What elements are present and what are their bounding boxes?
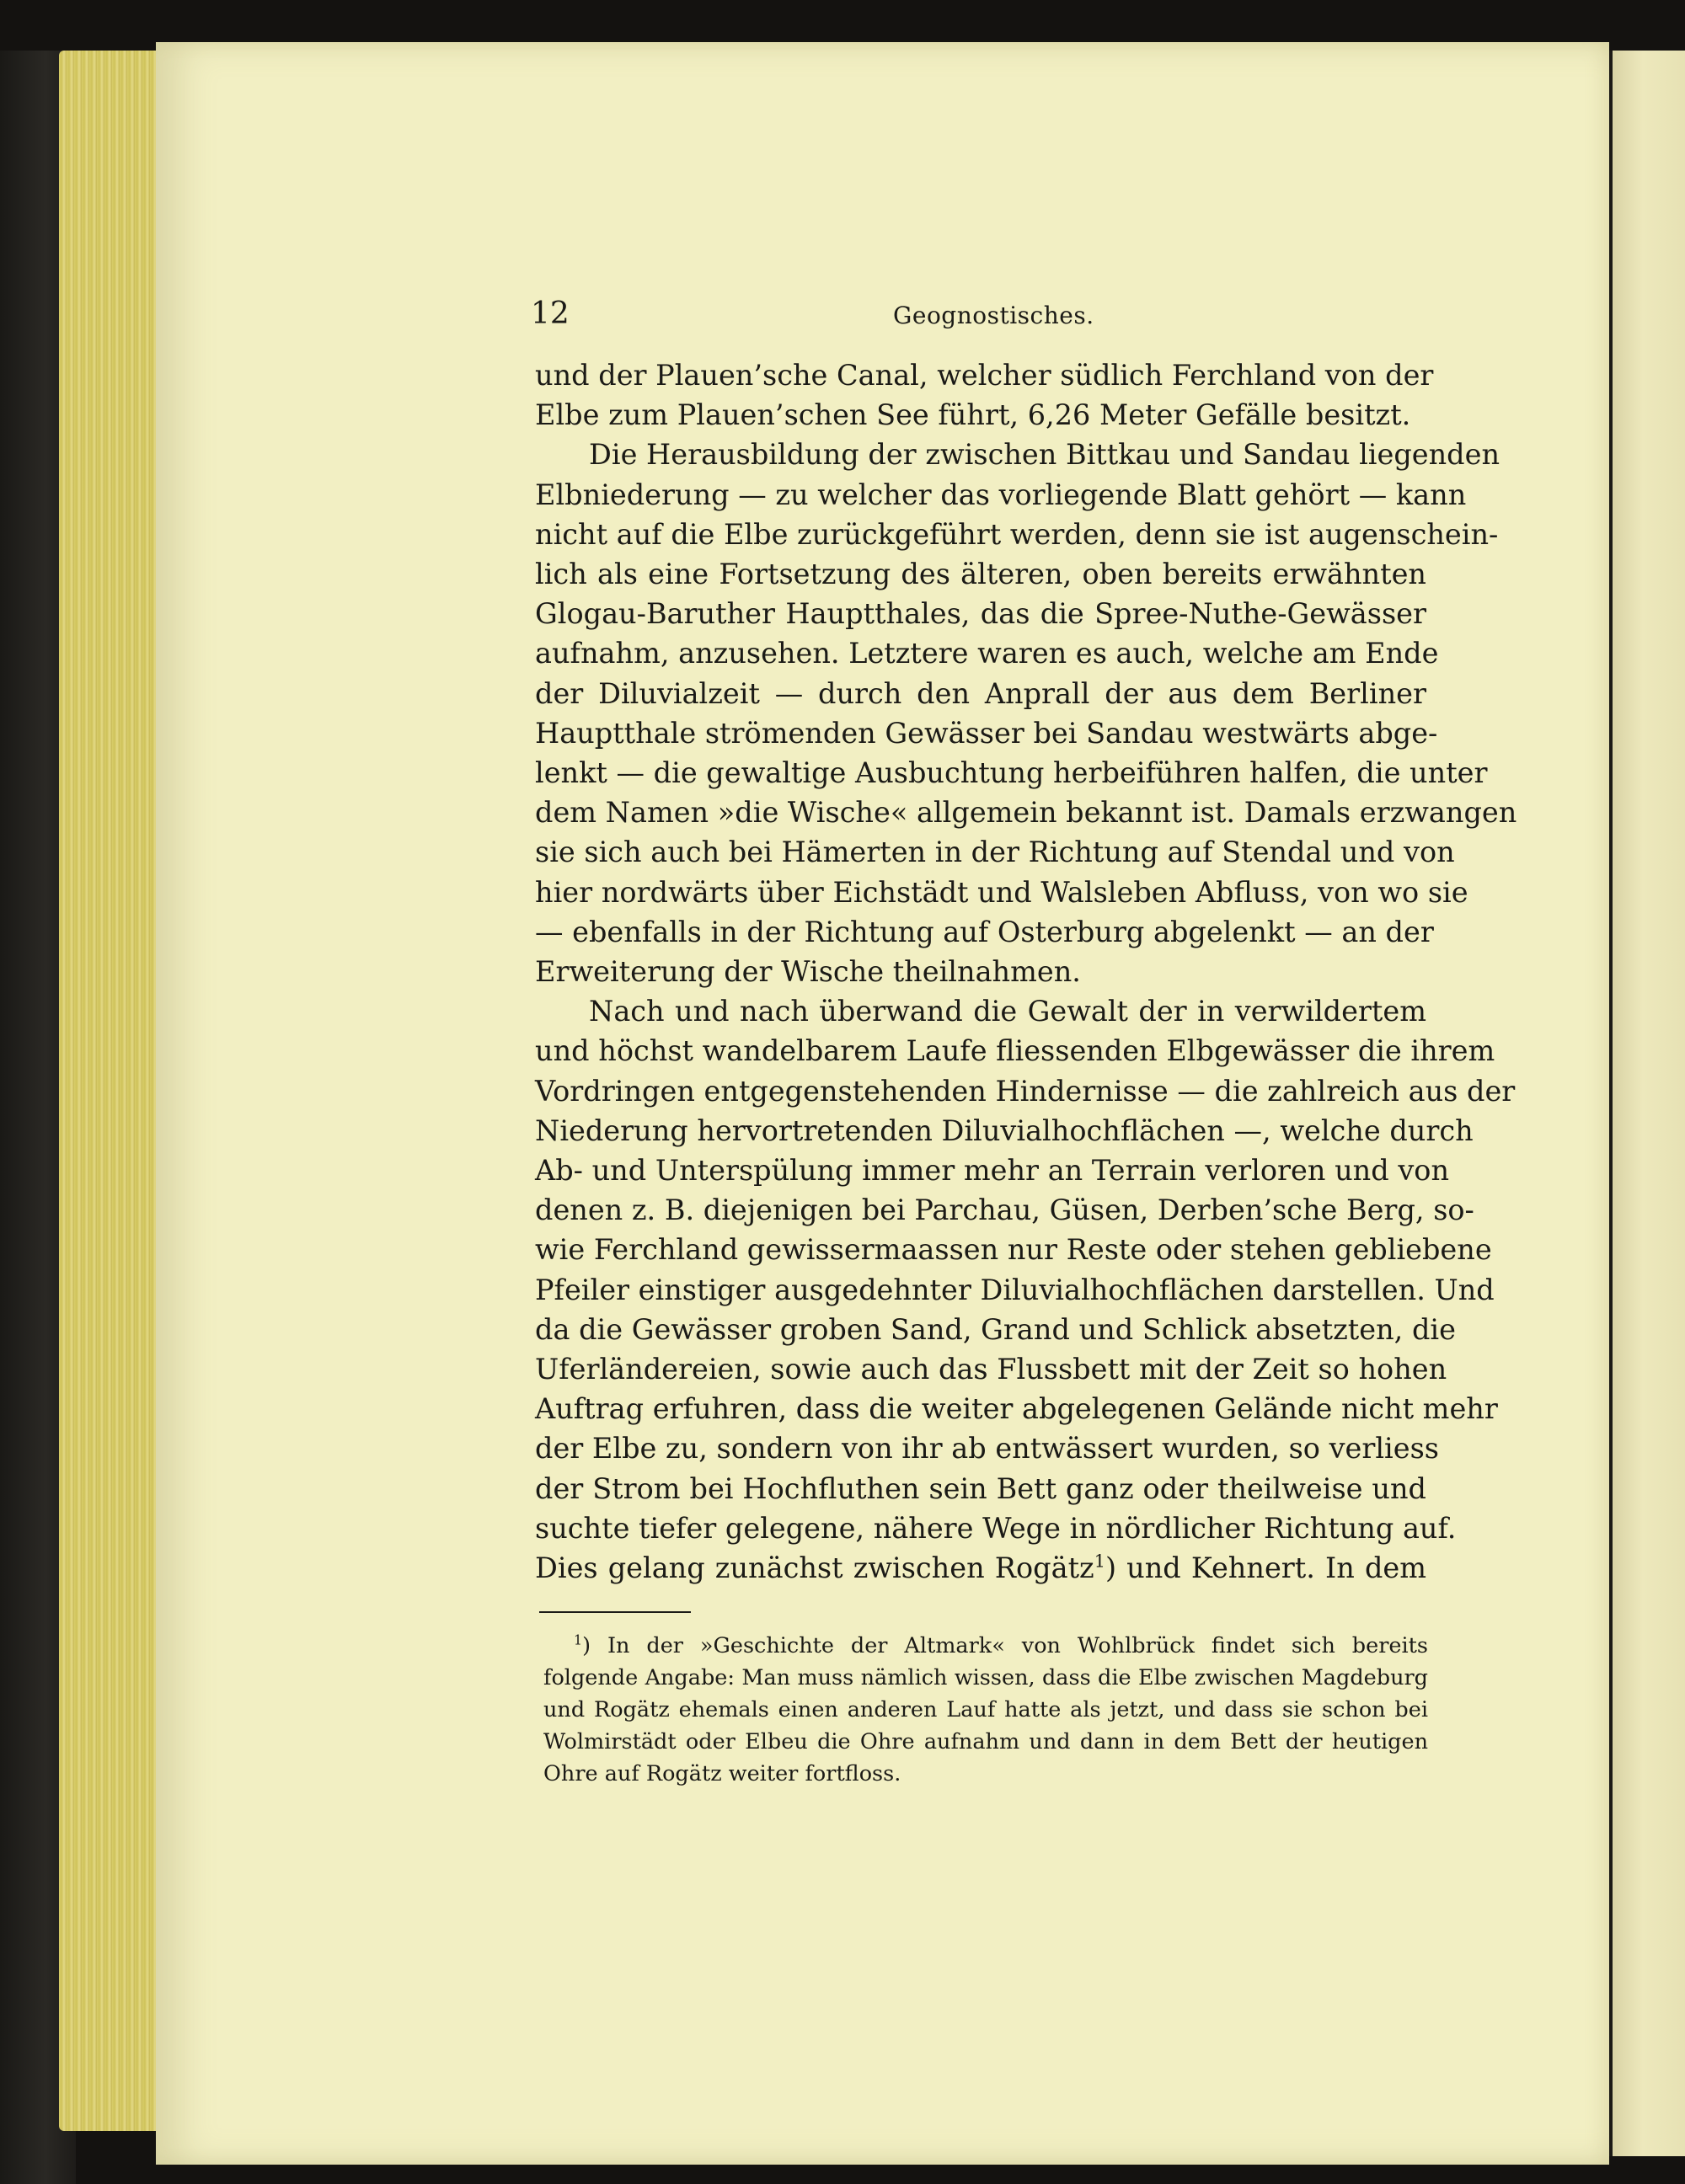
text-fragment: Dies gelang zunächst zwischen Rogätz xyxy=(535,1551,1094,1585)
page-number: 12 xyxy=(531,296,570,331)
text-line: Elbe zum Plauen’schen See führt, 6,26 Meter Gefälle besitzt. xyxy=(535,398,1411,432)
footnote-line: Wolmirstädt oder Elbeu die Ohre aufnahm und dann in dem Bett der heutigen xyxy=(543,1729,1428,1754)
text-line: Uferländereien, sowie auch das Flussbett mit der Zeit so hohen xyxy=(535,1353,1447,1386)
footnote-line: Ohre auf Rogätz weiter fortfloss. xyxy=(543,1761,901,1786)
text-line: Glogau-Baruther Hauptthales, das die Spree-Nuthe-Gewässer xyxy=(535,597,1426,631)
footnote-line xyxy=(543,1630,1428,1662)
header-title: Geognostisches. xyxy=(893,302,1094,329)
text-line: Ab- und Unterspülung immer mehr an Terrain verloren und von xyxy=(535,1154,1450,1188)
text-line: Elbniederung — zu welcher das vorliegende Blatt gehört — kann xyxy=(535,478,1467,511)
text-line: Erweiterung der Wische theilnahmen. xyxy=(535,955,1081,989)
text-line: denen z. B. diejenigen bei Parchau, Güsen, Derben’sche Berg, so- xyxy=(535,1193,1474,1227)
text-line: lenkt — die gewaltige Ausbuchtung herbeiführen halfen, die unter xyxy=(535,756,1488,790)
next-page-edge xyxy=(1609,51,1685,2156)
text-line: sie sich auch bei Hämerten in der Richtung auf Stendal und von xyxy=(535,836,1455,869)
footnote-text: ) In der »Geschichte der Altmark« von Wohlbrück findet sich bereits xyxy=(582,1633,1428,1658)
text-line: Die Herausbildung der zwischen Bittkau und Sandau liegenden xyxy=(589,438,1500,472)
text-line: der Elbe zu, sondern von ihr ab entwässert wurden, so verliess xyxy=(535,1432,1439,1466)
text-line: da die Gewässer groben Sand, Grand und Schlick absetzten, die xyxy=(535,1312,1456,1346)
running-head xyxy=(531,296,1429,339)
text-line: lich als eine Fortsetzung des älteren, oben bereits erwähnten xyxy=(535,558,1426,591)
body-text xyxy=(535,355,1517,1588)
text-line: Hauptthale strömenden Gewässer bei Sandau westwärts abge- xyxy=(535,716,1438,750)
text-line: der Diluvialzeit — durch den Anprall der aus dem Berliner xyxy=(535,676,1426,710)
text-line: und der Plauen’sche Canal, welcher südlich Ferchland von der xyxy=(535,359,1434,392)
text-line: wie Ferchland gewissermaassen nur Reste oder stehen gebliebene xyxy=(535,1233,1492,1267)
text-line: Nach und nach überwand die Gewalt der in verwildertem xyxy=(589,995,1426,1028)
text-line: Niederung hervortretenden Diluvialhochflächen —, welche durch xyxy=(535,1113,1474,1147)
text-line: und höchst wandelbarem Laufe fliessenden Elbgewässer die ihrem xyxy=(535,1034,1495,1068)
footnote-separator xyxy=(539,1611,691,1613)
footnote-line: und Rogätz ehemals einen anderen Lauf hatte als jetzt, und dass sie schon bei xyxy=(543,1697,1428,1722)
text-line: Vordringen entgegenstehenden Hindernisse — die zahlreich aus der xyxy=(535,1074,1516,1108)
text-line: Pfeiler einstiger ausgedehnter Diluvialhochflächen darstellen. Und xyxy=(535,1273,1495,1306)
footnote-marker: 1 xyxy=(574,1631,583,1648)
footnote-line: folgende Angabe: Man muss nämlich wissen, dass die Elbe zwischen Magdeburg xyxy=(543,1665,1428,1690)
text-line: — ebenfalls in der Richtung auf Osterburg abgelenkt — an der xyxy=(535,915,1434,948)
text-line: dem Namen »die Wische« allgemein bekannt ist. Damals erzwangen xyxy=(535,796,1517,830)
text-line: der Strom bei Hochfluthen sein Bett ganz oder theilweise und xyxy=(535,1471,1426,1505)
text-line: aufnahm, anzusehen. Letztere waren es auch, welche am Ende xyxy=(535,637,1439,670)
text-line: Auftrag erfuhren, dass die weiter abgelegenen Gelände nicht mehr xyxy=(535,1392,1498,1426)
text-line-with-footnote-ref xyxy=(535,1548,1426,1588)
text-line: suchte tiefer gelegene, nähere Wege in nördlicher Richtung auf. xyxy=(535,1511,1457,1545)
page-stack-edges xyxy=(59,51,160,2131)
footnote-reference: 1 xyxy=(1094,1551,1105,1572)
text-fragment: ) und Kehnert. In dem xyxy=(1105,1551,1426,1585)
footnote xyxy=(543,1630,1428,1790)
text-line: nicht auf die Elbe zurückgeführt werden, denn sie ist augenschein- xyxy=(535,517,1499,551)
text-line: hier nordwärts über Eichstädt und Walsleben Abfluss, von wo sie xyxy=(535,875,1468,909)
